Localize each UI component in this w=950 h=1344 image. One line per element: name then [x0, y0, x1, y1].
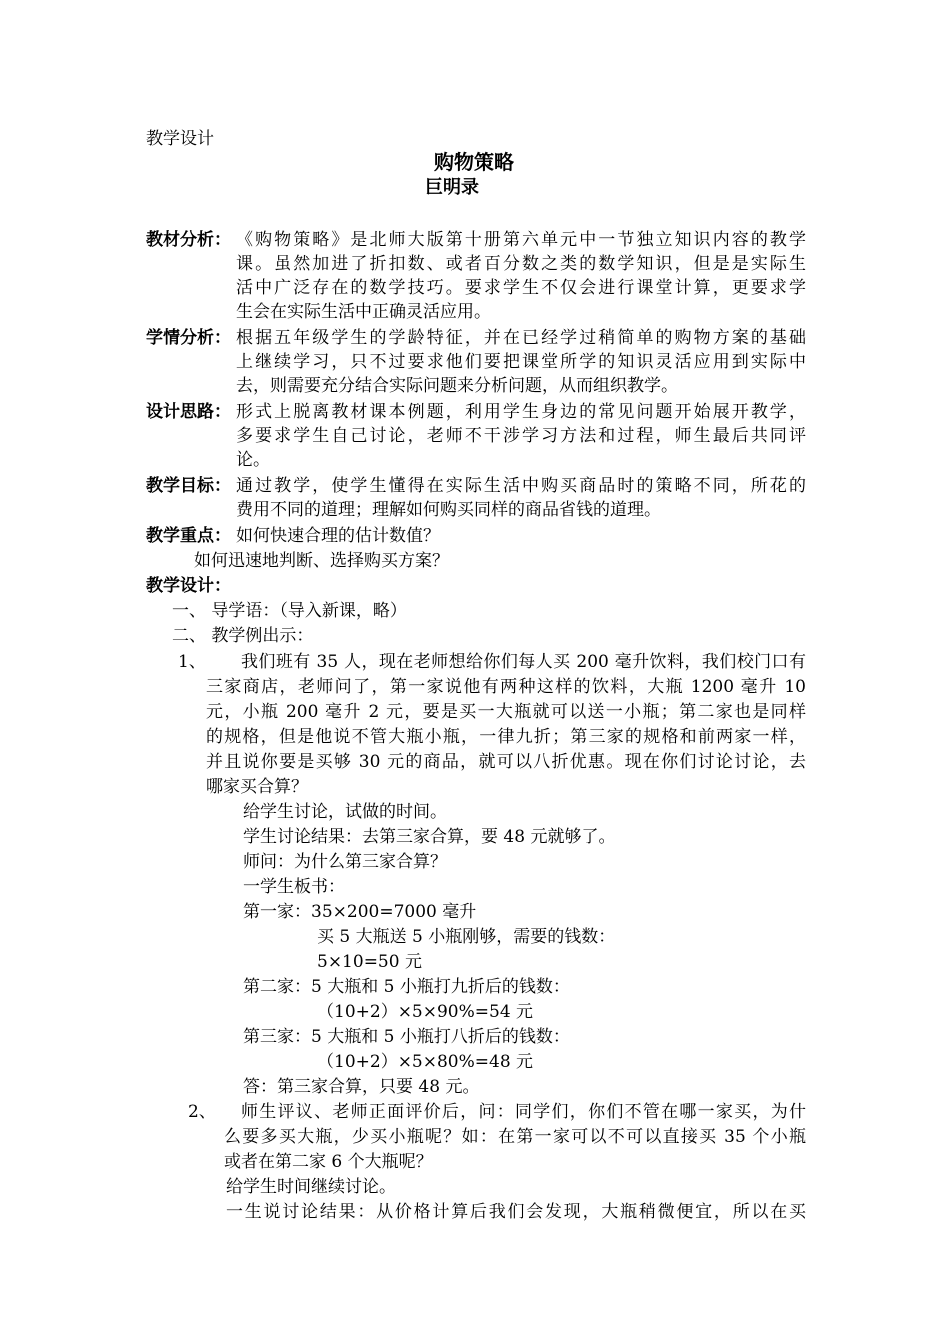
example2-line: 么要多买大瓶，少买小瓶呢？如：在第一家可以不可以直接买 35 个小瓶	[224, 1127, 806, 1147]
shop1-calc-result: 5×10=50 元	[317, 952, 422, 972]
section-label-students: 学情分析：	[146, 328, 231, 348]
material-line: 《购物策略》是北师大版第十册第六单元中一节独立知识内容的教学	[236, 230, 806, 250]
example2-note: 给学生时间继续讨论。	[226, 1177, 396, 1197]
section-label-focus: 教学重点：	[146, 526, 231, 546]
example1-note: 给学生讨论，试做的时间。	[243, 802, 447, 822]
focus-line: 如何快速合理的估计数值？	[236, 526, 440, 546]
design-step: 二、 教学例出示：	[172, 626, 314, 646]
students-line: 去，则需要充分结合实际问题来分析问题，从而组织教学。	[236, 376, 678, 396]
material-line: 活中广泛存在的数学技巧。要求学生不仅会进行课堂计算，更要求学	[236, 278, 806, 298]
design-idea-line: 论。	[236, 450, 270, 470]
shop2-calc-result: （10+2）×5×90%=54 元	[317, 1002, 534, 1022]
goals-line: 费用不同的道理；理解如何购买同样的商品省钱的道理。	[236, 500, 661, 520]
shop2-calc: 第二家：5 大瓶和 5 小瓶打九折后的钱数：	[243, 977, 570, 997]
example1-line: 的规格，但是他说不管大瓶小瓶，一律九折；第三家的规格和前两家一样，	[206, 727, 806, 747]
design-idea-line: 形式上脱离教材课本例题，利用学生身边的常见问题开始展开教学，	[236, 402, 806, 422]
goals-line: 通过教学，使学生懂得在实际生活中购买商品时的策略不同，所花的	[236, 476, 806, 496]
section-label-design-idea: 设计思路：	[146, 402, 231, 422]
example1-line: 我们班有 35 人，现在老师想给你们每人买 200 毫升饮料，我们校门口有	[241, 652, 806, 672]
shop1-calc-detail: 买 5 大瓶送 5 小瓶刚够，需要的钱数：	[317, 927, 616, 947]
example1-note: 师问：为什么第三家合算？	[243, 852, 447, 872]
example-number: 1、	[178, 652, 206, 672]
shop1-calc: 第一家：35×200=7000 毫升	[243, 902, 477, 922]
author-name: 巨明录	[425, 177, 479, 198]
material-line: 课。虽然加进了折扣数、或者百分数之类的数学知识，但是是实际生	[236, 254, 806, 274]
example1-note: 学生讨论结果：去第三家合算，要 48 元就够了。	[243, 827, 616, 847]
example1-note: 一学生板书：	[243, 877, 345, 897]
section-label-design: 教学设计：	[146, 576, 231, 596]
example1-line: 元，小瓶 200 毫升 2 元，要是买一大瓶就可以送一小瓶；第二家也是同样	[206, 702, 806, 722]
design-idea-line: 多要求学生自己讨论，老师不干涉学习方法和过程，师生最后共同评	[236, 426, 806, 446]
example1-answer: 答：第三家合算，只要 48 元。	[243, 1077, 480, 1097]
example2-note: 一生说讨论结果：从价格计算后我们会发现，大瓶稍微便宜，所以在买	[226, 1202, 806, 1222]
page-title: 购物策略	[434, 150, 514, 174]
section-label-material: 教材分析：	[146, 230, 231, 250]
example2-line: 或者在第二家 6 个大瓶呢？	[224, 1152, 433, 1172]
example2-line: 师生评议、老师正面评价后，问：同学们，你们不管在哪一家买，为什	[241, 1102, 806, 1122]
example1-line: 哪家买合算？	[206, 777, 308, 797]
focus-line: 如何迅速地判断、选择购买方案？	[194, 551, 449, 571]
section-label-goals: 教学目标：	[146, 476, 231, 496]
students-line: 根据五年级学生的学龄特征，并在已经学过稍简单的购物方案的基础	[236, 328, 806, 348]
example-number: 2、	[188, 1102, 216, 1122]
students-line: 上继续学习，只不过要求他们要把课堂所学的知识灵活应用到实际中	[236, 352, 806, 372]
material-line: 生会在实际生活中正确灵活应用。	[236, 302, 491, 322]
shop3-calc: 第三家：5 大瓶和 5 小瓶打八折后的钱数：	[243, 1027, 570, 1047]
example1-line: 三家商店，老师问了，第一家说他有两种这样的饮料，大瓶 1200 毫升 10	[206, 677, 806, 697]
doc-category-label: 教学设计	[146, 129, 214, 149]
example1-line: 并且说你要是买够 30 元的商品，就可以八折优惠。现在你们讨论讨论，去	[206, 752, 806, 772]
design-step: 一、 导学语：（导入新课，略）	[172, 601, 407, 621]
shop3-calc-result: （10+2）×5×80%=48 元	[317, 1052, 534, 1072]
